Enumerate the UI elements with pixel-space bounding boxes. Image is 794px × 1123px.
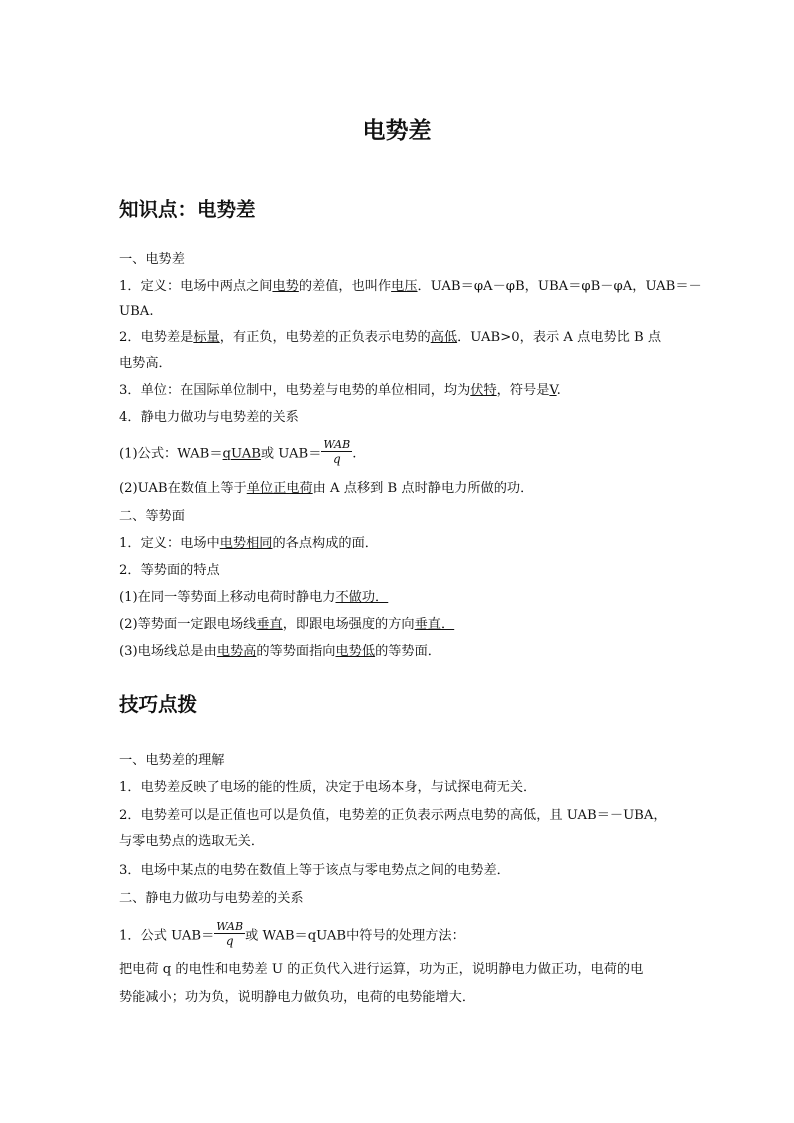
definition-line: 1．定义：电场中两点之间电势的差值，也叫作电压．UAB＝φA－φB，UBA＝φB－φA，UAB＝－ <box>119 279 702 294</box>
feature-2: (2)等势面一定跟电场线垂直，即跟电场强度的方向垂直． <box>119 617 455 632</box>
tip-1: 1．电势差反映了电场的能的性质，决定于电场本身，与试探电荷无关． <box>119 780 537 795</box>
subheading-work-relation: 二、静电力做功与电势差的关系 <box>119 891 304 906</box>
unit-charge-line: (2)UAB在数值上等于单位正电荷由 A 点移到 B 点时静电力所做的功． <box>119 481 534 496</box>
subheading-potential-difference: 一、电势差 <box>119 252 185 267</box>
scalar-line-cont: 电势高． <box>119 356 172 371</box>
subheading-understanding: 一、电势差的理解 <box>119 753 225 768</box>
work-relation-line: 4．静电力做功与电势差的关系 <box>119 410 299 425</box>
formula-sign-line: 1．公式 UAB＝ $\frac{\text{WAB}}{q}$ 或 WAB＝qUAB中符号的处理方法： <box>119 920 465 948</box>
page-title: 电势差 <box>362 118 432 144</box>
scalar-line: 2．电势差是标量，有正负，电势差的正负表示电势的高低．UAB>0，表示 A 点电势比 B 点 <box>119 330 662 345</box>
tip-2: 2．电势差可以是正值也可以是负值，电势差的正负表示两点电势的高低，且 UAB＝－UBA， <box>119 808 667 823</box>
equipotential-features: 2．等势面的特点 <box>119 563 220 578</box>
unit-line: 3．单位：在国际单位制中，电势差与电势的单位相同，均为伏特，符号是V. <box>119 383 561 398</box>
definition-line-cont: UBA. <box>119 304 154 319</box>
section-heading-knowledge: 知识点：电势差 <box>119 198 256 221</box>
equipotential-definition: 1．定义：电场中电势相同的各点构成的面． <box>119 536 378 551</box>
subheading-equipotential: 二、等势面 <box>119 509 185 524</box>
section-heading-tips: 技巧点拨 <box>119 693 198 716</box>
method-line-2: 势能减小；功为负，说明静电力做负功，电荷的电势能增大． <box>119 990 476 1005</box>
tip-2-cont: 与零电势点的选取无关． <box>119 834 265 849</box>
tip-3: 3．电场中某点的电势在数值上等于该点与零电势点之间的电势差． <box>119 863 510 878</box>
fraction: $\frac{\text{WAB}}{q}$ <box>323 438 351 466</box>
fraction: $\frac{\text{WAB}}{q}$ <box>216 920 244 948</box>
feature-1: (1)在同一等势面上移动电荷时静电力不做功． <box>119 590 389 605</box>
method-line-1: 把电荷 q 的电性和电势差 U 的正负代入进行运算，功为正，说明静电力做正功，电荷的电 <box>119 962 644 977</box>
feature-3: (3)电场线总是由电势高的等势面指向电势低的等势面． <box>119 644 441 659</box>
formula-line: (1)公式：WAB＝qUAB或 UAB＝ $\frac{\text{WAB}}{q}$ . <box>119 438 357 466</box>
